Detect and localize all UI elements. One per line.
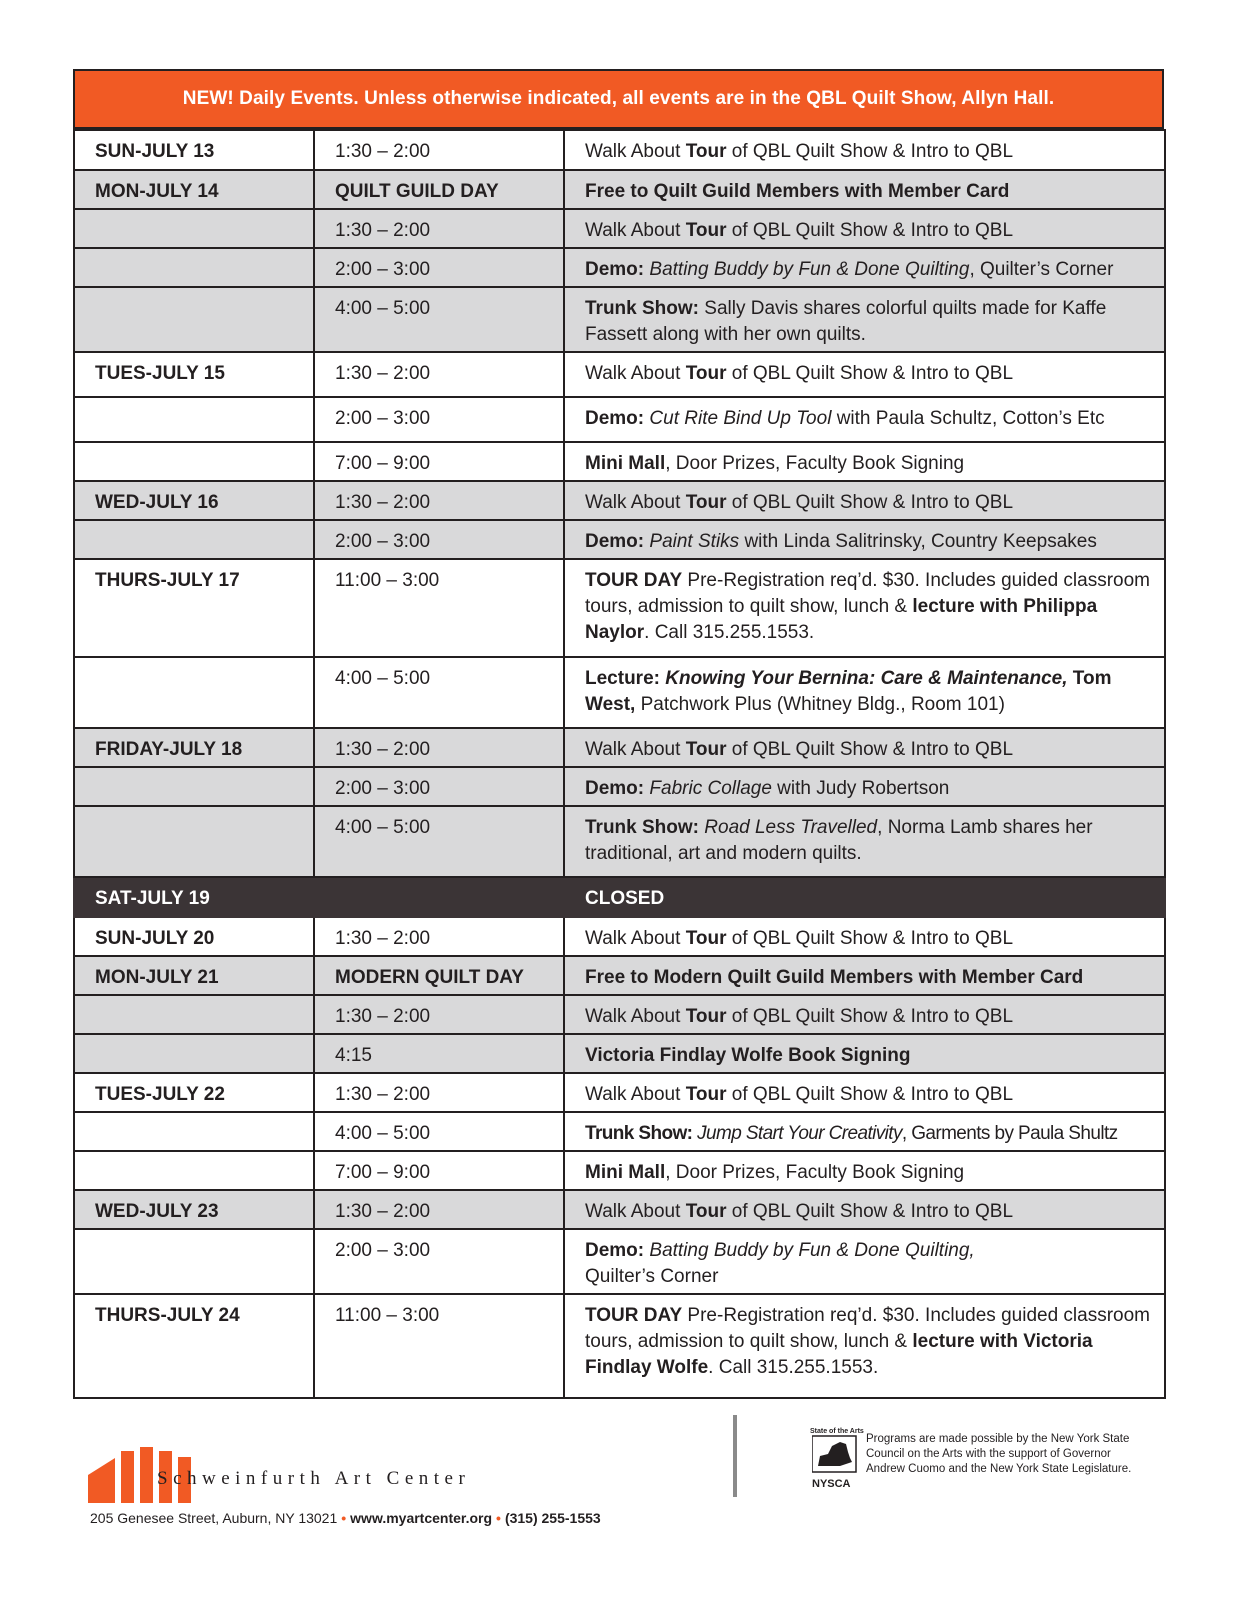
- day-cell: SUN-JULY 20: [74, 917, 314, 956]
- day-cell: [74, 1151, 314, 1190]
- event-text: TOUR DAY: [585, 570, 683, 591]
- event-text: of QBL Quilt Show & Intro to QBL: [726, 492, 1014, 513]
- event-cell: [564, 1294, 1165, 1398]
- day-cell: WED-JULY 16: [74, 481, 314, 520]
- event-cell: [564, 442, 1165, 481]
- event-text: Tour: [685, 1006, 727, 1027]
- bullet-icon: •: [341, 1510, 347, 1526]
- event-text: Free to Modern Quilt Guild Members with Member Card: [585, 967, 1084, 988]
- time-cell: 1:30 – 2:00: [314, 1073, 564, 1112]
- event-text: of QBL Quilt Show & Intro to QBL: [726, 1201, 1014, 1222]
- time-cell: 11:00 – 3:00: [314, 559, 564, 657]
- event-cell: [564, 130, 1165, 170]
- event-text: , Door Prizes, Faculty Book Signing: [665, 1162, 965, 1183]
- day-cell: WED-JULY 23: [74, 1190, 314, 1229]
- event-cell: [564, 248, 1165, 287]
- event-cell: [564, 956, 1165, 995]
- schedule-row: [74, 1073, 1165, 1112]
- event-text: . Call 315.255.1553.: [644, 622, 815, 643]
- event-text: Walk About: [585, 363, 686, 384]
- schedule-table-container: [73, 69, 1164, 1399]
- footer-address-line: [90, 1510, 601, 1526]
- nysca-state-map-icon: [812, 1428, 858, 1478]
- event-cell: [564, 657, 1165, 728]
- day-cell: [74, 442, 314, 481]
- event-text: Paint Stiks: [649, 531, 740, 552]
- event-text: with Linda Salitrinsky, Country Keepsakes: [739, 531, 1097, 552]
- event-text: TOUR DAY: [585, 1305, 683, 1326]
- event-text: of QBL Quilt Show & Intro to QBL: [726, 739, 1014, 760]
- schedule-row: [74, 806, 1165, 877]
- footer: [0, 1400, 1237, 1600]
- day-cell: [74, 1112, 314, 1151]
- event-text: Victoria Findlay Wolfe Book Signing: [585, 1045, 911, 1066]
- event-text: Walk About: [585, 928, 686, 949]
- day-cell: FRIDAY-JULY 18: [74, 728, 314, 767]
- event-text: Tom West,: [585, 668, 1112, 715]
- event-cell: [564, 995, 1165, 1034]
- schedule-row: [74, 995, 1165, 1034]
- time-cell: 11:00 – 3:00: [314, 1294, 564, 1398]
- event-text: , Garments by Paula Shultz: [901, 1123, 1118, 1144]
- time-cell: 2:00 – 3:00: [314, 520, 564, 559]
- address: 205 Genesee Street, Auburn, NY 13021: [90, 1510, 338, 1526]
- event-text: of QBL Quilt Show & Intro to QBL: [726, 1084, 1014, 1105]
- event-text: Batting Buddy by Fun & Done Quilting,: [649, 1240, 975, 1261]
- event-cell: [564, 1034, 1165, 1073]
- day-cell: [74, 287, 314, 352]
- schedule-row: [74, 248, 1165, 287]
- event-cell: [564, 728, 1165, 767]
- time-cell: 2:00 – 3:00: [314, 397, 564, 442]
- time-cell: 4:00 – 5:00: [314, 1112, 564, 1151]
- schedule-row: [74, 1034, 1165, 1073]
- time-cell: MODERN QUILT DAY: [314, 956, 564, 995]
- schedule-row: [74, 917, 1165, 956]
- event-text: Cut Rite Bind Up Tool: [649, 408, 832, 429]
- event-text: Tour: [685, 1084, 727, 1105]
- event-text: , Norma Lamb shares her traditional, art and modern quilts.: [585, 817, 1093, 864]
- schedule-row: [74, 1190, 1165, 1229]
- event-text: Trunk Show:: [585, 817, 705, 838]
- event-cell: [564, 287, 1165, 352]
- schedule-row: [74, 767, 1165, 806]
- time-cell: 1:30 – 2:00: [314, 209, 564, 248]
- time-cell: 2:00 – 3:00: [314, 767, 564, 806]
- schedule-row: [74, 170, 1165, 209]
- day-cell: [74, 1229, 314, 1294]
- time-cell: 2:00 – 3:00: [314, 248, 564, 287]
- event-text: , Door Prizes, Faculty Book Signing: [665, 453, 965, 474]
- event-text: Tour: [685, 141, 727, 162]
- event-text: Tour: [685, 363, 727, 384]
- time-cell: 4:00 – 5:00: [314, 287, 564, 352]
- event-text: Tour: [685, 492, 727, 513]
- website-link[interactable]: www.myartcenter.org: [350, 1510, 493, 1526]
- event-text: with Judy Robertson: [771, 778, 950, 799]
- event-cell: [564, 397, 1165, 442]
- event-cell: [564, 917, 1165, 956]
- event-text: Road Less Travelled: [704, 817, 878, 838]
- phone: (315) 255-1553: [504, 1510, 601, 1526]
- event-text: . Call 315.255.1553.: [708, 1357, 879, 1378]
- event-cell: [564, 806, 1165, 877]
- event-text: of QBL Quilt Show & Intro to QBL: [726, 928, 1014, 949]
- event-text: Walk About: [585, 141, 686, 162]
- event-cell: [564, 1073, 1165, 1112]
- event-text: Demo:: [585, 778, 650, 799]
- day-cell: THURS-JULY 17: [74, 559, 314, 657]
- time-cell: 7:00 – 9:00: [314, 442, 564, 481]
- day-cell: [74, 209, 314, 248]
- bullet-icon: •: [496, 1510, 501, 1526]
- event-text: of QBL Quilt Show & Intro to QBL: [726, 220, 1014, 241]
- event-text: Patchwork Plus (Whitney Bldg., Room 101): [635, 694, 1005, 715]
- event-text: Demo:: [585, 259, 650, 280]
- schedule-row: [74, 657, 1165, 728]
- event-cell: [564, 1112, 1165, 1151]
- event-text: Tour: [685, 928, 727, 949]
- event-text: Knowing Your Bernina: Care & Maintenance,: [665, 668, 1068, 689]
- event-text: Demo:: [585, 1240, 650, 1261]
- event-text: of QBL Quilt Show & Intro to QBL: [726, 1006, 1014, 1027]
- time-cell: QUILT GUILD DAY: [314, 170, 564, 209]
- schedule-row: [74, 481, 1165, 520]
- event-cell: [564, 1151, 1165, 1190]
- time-cell: [314, 877, 564, 917]
- event-text: Batting Buddy by Fun & Done Quilting: [649, 259, 970, 280]
- day-cell: [74, 1034, 314, 1073]
- event-text: Walk About: [585, 1084, 686, 1105]
- center-name: Schweinfurth Art Center: [157, 1468, 471, 1489]
- event-cell: [564, 209, 1165, 248]
- schedule-row: [74, 1151, 1165, 1190]
- day-cell: [74, 767, 314, 806]
- event-cell: [564, 877, 1165, 917]
- time-cell: 7:00 – 9:00: [314, 1151, 564, 1190]
- schedule-row: [74, 442, 1165, 481]
- day-cell: MON-JULY 14: [74, 170, 314, 209]
- schedule-row: [74, 352, 1165, 397]
- day-cell: TUES-JULY 15: [74, 352, 314, 397]
- time-cell: 1:30 – 2:00: [314, 728, 564, 767]
- event-text: , Quilter’s Corner: [969, 259, 1114, 280]
- event-text: Quilter’s Corner: [585, 1266, 719, 1287]
- event-text: Fabric Collage: [649, 778, 772, 799]
- event-cell: [564, 1190, 1165, 1229]
- event-text: Walk About: [585, 1006, 686, 1027]
- day-cell: [74, 397, 314, 442]
- time-cell: 1:30 – 2:00: [314, 1190, 564, 1229]
- event-text: of QBL Quilt Show & Intro to QBL: [726, 141, 1014, 162]
- event-text: Free to Quilt Guild Members with Member Card: [585, 181, 1010, 202]
- time-cell: 4:00 – 5:00: [314, 806, 564, 877]
- event-text: Walk About: [585, 220, 686, 241]
- event-text: Trunk Show:: [585, 298, 705, 319]
- event-text: Walk About: [585, 492, 686, 513]
- day-cell: [74, 806, 314, 877]
- schedule-row: [74, 559, 1165, 657]
- event-text: CLOSED: [585, 888, 665, 909]
- event-text: Mini Mall: [585, 453, 666, 474]
- event-text: Walk About: [585, 739, 686, 760]
- schedule-row: [74, 130, 1165, 170]
- day-cell: SAT-JULY 19: [74, 877, 314, 917]
- day-cell: THURS-JULY 24: [74, 1294, 314, 1398]
- schedule-row: [74, 877, 1165, 917]
- event-cell: [564, 1229, 1165, 1294]
- day-cell: [74, 995, 314, 1034]
- schedule-row: [74, 1294, 1165, 1398]
- event-text: Tour: [685, 1201, 727, 1222]
- banner: NEW! Daily Events. Unless otherwise indicated, all events are in the QBL Quilt Show, Allyn Hall.: [73, 69, 1164, 129]
- time-cell: 1:30 – 2:00: [314, 481, 564, 520]
- schedule-row: [74, 287, 1165, 352]
- nysca-tagline: State of the Arts: [810, 1428, 864, 1435]
- nysca-label: NYSCA: [812, 1478, 851, 1490]
- time-cell: 1:30 – 2:00: [314, 130, 564, 170]
- time-cell: 4:15: [314, 1034, 564, 1073]
- schedule-table: [73, 129, 1166, 1399]
- schedule-row: [74, 520, 1165, 559]
- time-cell: 1:30 – 2:00: [314, 995, 564, 1034]
- time-cell: 4:00 – 5:00: [314, 657, 564, 728]
- schedule-row: [74, 397, 1165, 442]
- event-text: Jump Start Your Creativity: [697, 1123, 902, 1144]
- event-text: Tour: [685, 739, 727, 760]
- funding-credit: Programs are made possible by the New York State Council on the Arts with the support of Governor Andrew Cuomo and the New York State Legislature.: [866, 1433, 1132, 1475]
- time-cell: 2:00 – 3:00: [314, 1229, 564, 1294]
- day-cell: TUES-JULY 22: [74, 1073, 314, 1112]
- event-text: with Paula Schultz, Cotton’s Etc: [831, 408, 1105, 429]
- event-text: Demo:: [585, 408, 650, 429]
- event-text: of QBL Quilt Show & Intro to QBL: [726, 363, 1014, 384]
- event-text: Mini Mall: [585, 1162, 666, 1183]
- event-cell: [564, 352, 1165, 397]
- day-cell: [74, 520, 314, 559]
- event-text: Lecture:: [585, 668, 666, 689]
- event-cell: [564, 520, 1165, 559]
- day-cell: SUN-JULY 13: [74, 130, 314, 170]
- event-text: Pre-Registration req’d. $30. Includes guided classroom tours, admission to quilt show, lunch &: [585, 1305, 1150, 1352]
- schedule-row: [74, 1112, 1165, 1151]
- time-cell: 1:30 – 2:00: [314, 917, 564, 956]
- schedule-row: [74, 1229, 1165, 1294]
- schedule-row: [74, 728, 1165, 767]
- event-text: Demo:: [585, 531, 650, 552]
- event-text: Pre-Registration req’d. $30. Includes guided classroom tours, admission to quilt show, lunch &: [585, 570, 1150, 617]
- event-cell: [564, 170, 1165, 209]
- day-cell: [74, 248, 314, 287]
- event-text: lecture with Philippa Naylor: [585, 596, 1098, 643]
- event-text: Sally Davis shares colorful quilts made for Kaffe Fassett along with her own quilts.: [585, 298, 1107, 345]
- time-cell: 1:30 – 2:00: [314, 352, 564, 397]
- day-cell: MON-JULY 21: [74, 956, 314, 995]
- event-cell: [564, 559, 1165, 657]
- schedule-row: [74, 209, 1165, 248]
- day-cell: [74, 657, 314, 728]
- footer-divider: [733, 1415, 737, 1497]
- event-cell: [564, 767, 1165, 806]
- event-text: Walk About: [585, 1201, 686, 1222]
- event-cell: [564, 481, 1165, 520]
- schedule-row: [74, 956, 1165, 995]
- event-text: Tour: [685, 220, 727, 241]
- event-text: Trunk Show:: [585, 1123, 698, 1144]
- event-text: lecture with Victoria Findlay Wolfe: [585, 1331, 1093, 1378]
